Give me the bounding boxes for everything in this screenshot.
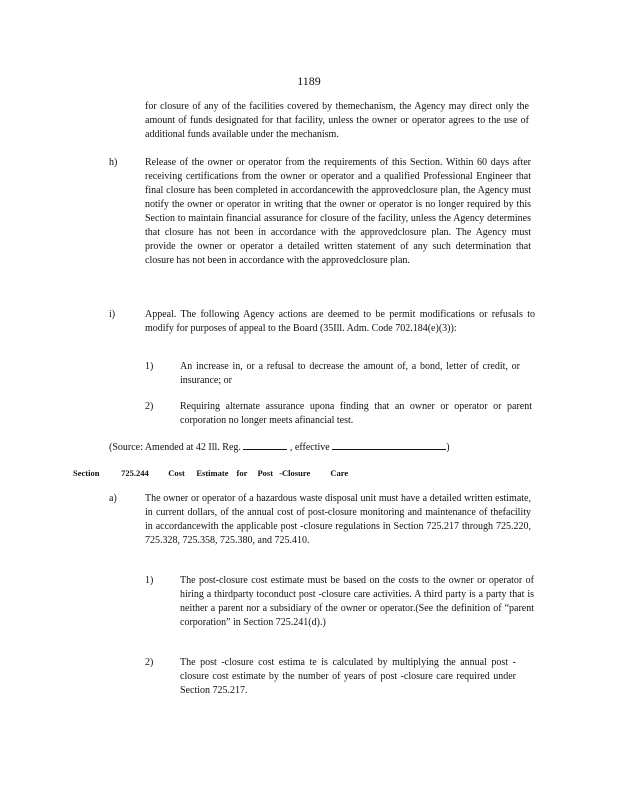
item-a1-text: The post-closure cost estimate must be based on the costs to the owner or operator of hiring a thirdparty toconduct post -closure care activities. A third party is a party that is neither a parent nor a subsidiary of the owner or operator.(See the definition of “parent corporation” in Section 725.241(d).) [180, 575, 534, 628]
section-title-word: Post [257, 468, 274, 478]
subsection-h-text: Release of the owner or operator from the requirements of this Section. Within 60 days after receiving certifications from the owner or operator and a qualified Professional Engineer that final closure has been completed in accordancewith the approvedclosure plan, the Agency must notify the owner or operator in writing that the owner or operator is no longer required by this Section to maintain financial assurance for closure of the facility, unless the Agency determines that closure has not been in accordance with the approvedclosure plan. The Agency must provide the owner or operator a detailed written statement of any such determination that closure has not been in accordance with the approvedclosure plan. [145, 157, 531, 266]
page-number: 1189 [297, 74, 321, 88]
item-a2-text: The post -closure cost estima te is calculated by multiplying the annual post -closure cost estimate by the number of years of post -closure care required under Section 725.217. [180, 657, 516, 696]
item-i1-marker: 1) [145, 361, 154, 372]
section-title-word: Care [330, 468, 349, 478]
source-close: ) [446, 442, 450, 453]
intro-paragraph: for closure of any of the facilities covered by themechanism, the Agency may direct only the amount of funds designated for that facility, unless the owner or operator agrees to the use of additional funds available under the mechanism. [145, 101, 529, 140]
item-i2-text: Requiring alternate assurance upona finding that an owner or operator or parent corporation no longer meets afinancial test. [180, 401, 532, 426]
section-title-word: for [236, 468, 248, 478]
item-a2-marker: 2) [145, 657, 154, 668]
section-title-word: Cost [168, 468, 185, 478]
item-i1-text: An increase in, or a refusal to decrease the amount of, a bond, letter of credit, or insurance; or [180, 361, 520, 386]
subsection-h-marker: h) [109, 157, 118, 168]
section-title-word: -Closure [279, 468, 311, 478]
source-note [109, 439, 450, 455]
section-title-word: Estimate [196, 468, 229, 478]
subsection-a-marker: a) [109, 493, 117, 504]
register-page-blank [243, 439, 287, 450]
source-prefix: (Source: Amended at 42 Ill. Reg. [109, 442, 241, 453]
source-effective: , effective [289, 442, 330, 453]
item-i2-marker: 2) [145, 401, 154, 412]
section-number: 725.244 [121, 468, 149, 478]
item-a1-marker: 1) [145, 575, 154, 586]
section-heading [73, 467, 348, 479]
subsection-a-text: The owner or operator of a hazardous waste disposal unit must have a detailed written estimate, in current dollars, of the annual cost of post-closure monitoring and maintenance of thefacility in accordancewith the applicable post -closure regulations in Section 725.217 through 725.220, 725.328, 725.358, 725.380, and 725.410. [145, 493, 531, 546]
section-label: Section [73, 468, 100, 478]
effective-date-blank [332, 439, 446, 450]
subsection-i-text: Appeal. The following Agency actions are deemed to be permit modifications or refusals to modify for purposes of appeal to the Board (35Ill. Adm. Code 702.184(e)(3)): [145, 309, 535, 334]
subsection-i-marker: i) [109, 309, 116, 320]
